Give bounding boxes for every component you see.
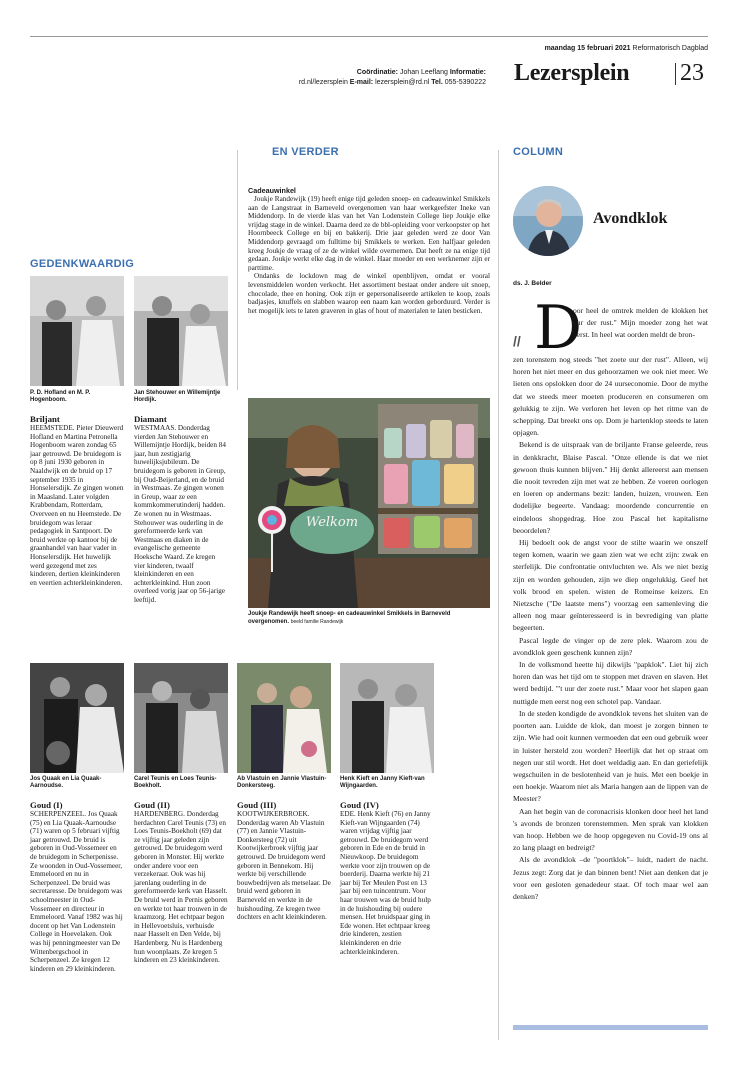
column-paragraph: Hij bedoelt ook de angst voor de stilte waarin we onszelf tegen komen, waarin we gaan zien wat we echt zijn: zwak en sterfelijk. Die confrontatie ontvluchten we. Als we niet bezig zijn en worden gehouden, zijn we diep ongelukkig. Geef het volk brood en spelen. wisten de Romeinse keizers. En Nietzsche ("De laatste mens") voorzag een samenleving die alleen nog maar geïnteresseerd is in bevrediging van platte begeerten. — [513, 538, 708, 633]
column-title: Avondklok — [593, 210, 668, 227]
goud1-text: SCHERPENZEEL. Jos Quaak (75) en Lia Quaak-Aarnoudse (71) waren op 5 februari vijftig jaar getrouwd. De bruid is geboren in Oud-Vossemeer en de bruidegom in Scherpenisse. Ze woonden in Oud-Vossemeer, Emmeloord en nu in Scherpenzeel. De bruid was secretaresse. De bruidegom was schoolmeester in Oud-Vossemeer en directeur in Emmeloord. Vanaf 1982 was hij docent op het Van Lodenstein College in Hoevelaken. Ook was hij penningmeester van De Wittenbergschool in Scherpenzeel. Ze kregen 12 kinderen en 29 kleinkinderen. — [30, 810, 123, 973]
info-url[interactable]: rd.nl/lezersplein — [298, 79, 348, 86]
coordination-name: Johan Leeflang — [399, 69, 448, 76]
shop-caption — [248, 611, 490, 626]
briljant-caption: P. D. Hofland en M. P. Hogenboom. — [30, 390, 91, 404]
cadeauwinkel-article — [248, 186, 490, 315]
page-number: 23 — [680, 60, 704, 86]
column-author: ds. J. Belder — [513, 280, 552, 287]
diamant-caption: Jan Stehouwer en Willemijntje Hordijk. — [134, 390, 221, 404]
diamant-text: WESTMAAS. Donderdag vierden Jan Stehouwer en Willemijntje Hordijk, beiden 84 jaar, hun zestigjarig huwelijksjubileum. De bruidegom is geboren in Greup, bij Oud-Beijerland, en de bruid in Westmaas. Ze gingen wonen in Greup, waar ze een kommkommerutinderij hadden. Ze wonen nu in Westmaas. Stehouwer was ouderling in de gereformeerde kerk van Westmaas en diaken in de evangelische gemeente Hoeksche Waard. Ze kregen vier kinderen, twaalf kleinkinderen en een achterkleinkind. Hun zoon overleed vorig jaar op 56-jarige leeftijd. — [134, 424, 226, 604]
diamant-article — [134, 410, 228, 604]
shop-caption-text: Joukje Randewijk heeft snoep- en cadeauwinkel Smikkels in Barneveld overgenomen. — [248, 611, 451, 625]
column-paragraph: Als de avondklok –de "poortklok"– luidt, nadert de nacht. Jezus zegt: Zorg dat je dan binnen bent! Niet aan denken dat je voor een gesloten genadedeur staat. Of toch maar wel aan denken? — [513, 855, 708, 901]
goud3-photo — [237, 663, 331, 773]
column-paragraph: Bekend is de uitspraak van de briljante Franse geleerde, reus in denkkracht, Blaise Pascal. "Onze ellende is dat we niet gewoon thuis kunnen blijven." Hij denkt allereerst aan mensen die nooit tevreden zijn met wat ze hebben. Ze voeren oorlogen en loeren op andermans bezit: landen, huizen, vrouwen. Een dodelijke begeerte. Vandaag: moordende concurrentie en eindeloos shopgedrag. Hoe zou Pascal het kapitalisme beoordelen? — [513, 440, 708, 535]
info-label: Informatie: — [449, 69, 486, 76]
column-lead: oor heel de omtrek melden de klokken het uur der rust." Mijn moeder zong het wat kerst. In heel wat oorden meldt de bron- — [573, 306, 708, 340]
goud4-text: EDE. Henk Kieft (76) en Janny Kieft-van Wijngaarden (74) waren vrijdag vijftig jaar getrouwd. De bruidegom werd geboren in Ede en de bruid in Nieuwkoop. De bruidegom werkte voor zijn trouwen op de boerderij. Daarna werkte hij 21 jaar bij Ter Meulen Post en 13 jaar bij een tuincentrum. Voor haar trouwen was de bruid hulp in de huishouding bij oudere mensen. Het bruidspaar ging in Ede wonen. Het echtpaar kreeg drie kinderen, zestien kleinkinderen en drie achterkleinkinderen. — [340, 810, 431, 956]
goud4-article — [340, 796, 434, 956]
goud2-text: HARDENBERG. Donderdag herdachten Carel Teunis (73) en Loes Teunis-Boekholt (69) dat ze vijftig jaar geleden zijn getrouwd. De bruidegom werd geboren in Monster. Hij werkte onder andere voor een verzekeraar. Ook was hij jarenlang ouderling in de gereformeerde kerk van Hasselt. De bruid werd in Pernis geboren en werkte tot haar trouwen in de kraamzorg. Het echtpaar begon in Hellevoetsluis, verhuisde naar Hasselt en Den Velde, bij Hardenberg. Nu is Hardenberg hun woonplaats. Ze kregen 5 kinderen en 23 kleinkinderen. — [134, 810, 228, 965]
email-address[interactable]: lezersplein@rd.nl — [375, 79, 430, 86]
date: maandag 15 februari 2021 — [544, 45, 631, 52]
title-divider — [675, 63, 676, 85]
column-paragraph: In de volksmond heette hij dikwijls "papklok". Liet hij zich horen dan was het tijd om te stoppen met draven en slaven. Het werd bedtijd. "'t uur der zoete rust." Maar voor het slapen gaan nuttigde men eerst nog een schotel pap. Vandaar. — [513, 660, 708, 706]
section-title: Lezersplein — [514, 60, 630, 86]
cadeauwinkel-heading: Cadeauwinkel — [248, 186, 296, 195]
column-label: COLUMN — [513, 146, 564, 158]
goud1-heading: Goud (I) — [30, 800, 63, 810]
goud3-article — [237, 796, 331, 922]
author-portrait — [513, 186, 583, 256]
goud4-photo — [340, 663, 434, 773]
diamant-photo — [134, 276, 228, 386]
goud1-photo — [30, 663, 124, 773]
paper-name: Reformatorisch Dagblad — [632, 45, 708, 52]
diamant-heading: Diamant — [134, 414, 167, 424]
goud3-heading: Goud (III) — [237, 800, 277, 810]
email-label: E-mail: — [349, 79, 374, 86]
shop-caption-credit: beeld familie Randewijk — [290, 618, 344, 625]
goud3-text: KOOTWIJKERBROEK. Donderdag waren Ab Vlastuin (77) en Jannie Vlastuin-Donkersteeg (72) uit Kootwijkerbroek vijftig jaar getrouwd. De bruidegom werd geboren in Bennekom. Hij werkte bij verschillende bouwbedrijven als metselaar. De bruid werd geboren in Barneveld en werkte in de huishouding. Ze kregen twee dochters en acht kleinkinderen. — [237, 810, 331, 922]
briljant-text: HEEMSTEDE. Pieter Dieuwerd Hofland en Martina Petronella Hogenboom waren zondag 65 jaar getrouwd. De bruidegom is op 8 juni 1930 geboren in Naaldwijk en de bruid op 17 september 1935 in Honselersdijk. Ze gingen wonen in Maasland. Later volgden Krabbendam, Rotterdam, Overveen en nu Heemstede. De bruidegom was leraar pedagogiek in Santpoort. De bruid werkte op kantoor bij de graanhandel van haar vader in Honselersdijk. Het huwelijk werd gezegend met zes kinderen, dertien kleinkinderen en veertien achterkleinkinderen. — [30, 424, 124, 587]
coordination-label: Coördinatie: — [356, 69, 399, 76]
column-rule — [237, 150, 238, 390]
column-slashes: // — [513, 333, 521, 349]
column-paragraph: In de steden kondigde de avondklok tevens het sluiten van de poorten aan. Luidde de klok, dan moest je zorgen binnen te zijn. Wie had ooit kunnen vermoeden dat een oud gebruik weer in luister hersteld zou worden? Heerlijk dat het op straat om negen uur stil wordt. Het doet weldadig aan. En dan geriefelijk wegschuilen in de beslotenheid van je huis. Met een boekje in een hoekje. Waarom niet als Maria hangen aan de lippen van de Meester? — [513, 708, 708, 804]
goud4-heading: Goud (IV) — [340, 800, 379, 810]
tel-label: Tel. — [431, 79, 443, 86]
column-rule — [498, 150, 499, 1040]
top-rule — [30, 36, 708, 37]
briljant-photo — [30, 276, 124, 386]
cadeauwinkel-text: Joukje Randewijk (19) heeft enige tijd geleden snoep- en cadeauwinkel Smikkels aan de Langstraat in Barneveld overgenomen van haar werkgeefster Ineke van Middendorp. In de vierde klas van het Van Lodenstein College liep Joukje elke vrijdag stage in de winkel. Daarna deed ze de bbl-opleiding voor verkoopster op het Hoornbeeck College en bij en bakkerij. Drie jaar geleden werd ze door Van Middendorp gevraagd om fulltime bij Smikkels te werken. Een halfjaar geleden kreeg Joukje de vraag of ze de winkel wilde overnemen. Dat heeft ze na enige tijd gedaan. Joukje werkt elke dag in de winkel. Haar moeder en een werknemer zijn er parttime. — [248, 195, 490, 272]
dropcap: D — [534, 293, 583, 363]
column-body — [513, 354, 708, 903]
contact-info — [226, 68, 486, 88]
column-paragraph: zen torenstem nog steeds "het zoete uur der rust". Alleen, wij horen het niet meer en dus gehoorzamen we ook niet meer. We lieten ons opslokken door de 24 uurseconomie. Door de mythe dat we steeds meer moeten produceren en consumeren om gelukkig te zijn. We verloren het leven op het ritme van de schepping. Dat breekt ons op. Dom je hartenklop steeds te laten opjagen. — [513, 355, 708, 438]
column-paragraph: Aan het begin van de coronacrisis klonken door heel het land 's avonds de bronzen torenstemmen. Men sprak van klokken van hoop. Hebben we de hoop opgegeven nu Covid-19 ons al zo lang plaagt en bedreigt? — [513, 806, 708, 853]
goud4-caption: Henk Kieft en Janny Kieft-van Wijngaarden. — [340, 776, 425, 790]
cadeauwinkel-text-2: Ondanks de lockdown mag de winkel openblijven, omdat er vooral levensmiddelen worden verkocht. Het assortiment bestaat onder andere uit snoep, chocolade, thee en honing. Ook zijn er gepersonaliseerde artikelen te koop, zoals badjasjes, knuffels en slabben waarop een naam kan worden geborduurd. Verder is het mogelijk iets te laten graveren in glas of hout of materialen te laten besticken. — [248, 272, 490, 315]
goud2-photo — [134, 663, 228, 773]
goud2-caption: Carel Teunis en Loes Teunis-Boekholt. — [134, 776, 217, 790]
goud3-caption: Ab Vlastuin en Jannie Vlastuin-Donkersteeg. — [237, 776, 327, 790]
en-verder-label: EN VERDER — [272, 146, 339, 158]
goud1-article — [30, 796, 124, 973]
briljant-heading: Briljant — [30, 414, 60, 424]
briljant-article — [30, 410, 124, 587]
column-paragraph: Pascal legde de vinger op de zere plek. Waarom zou de avondklok geen geschenk kunnen zijn? — [513, 635, 708, 657]
goud2-article — [134, 796, 228, 965]
dateline — [545, 45, 708, 52]
welkom-sign: Welkom — [305, 515, 359, 530]
shop-photo — [248, 398, 490, 608]
tel-number: 055-5390222 — [444, 79, 486, 86]
goud2-heading: Goud (II) — [134, 800, 170, 810]
goud1-caption: Jos Quaak en Lia Quaak-Aarnoudse. — [30, 776, 102, 790]
column-footer-bar — [513, 1025, 708, 1030]
gedenkwaardig-label: GEDENKWAARDIG — [30, 258, 135, 270]
